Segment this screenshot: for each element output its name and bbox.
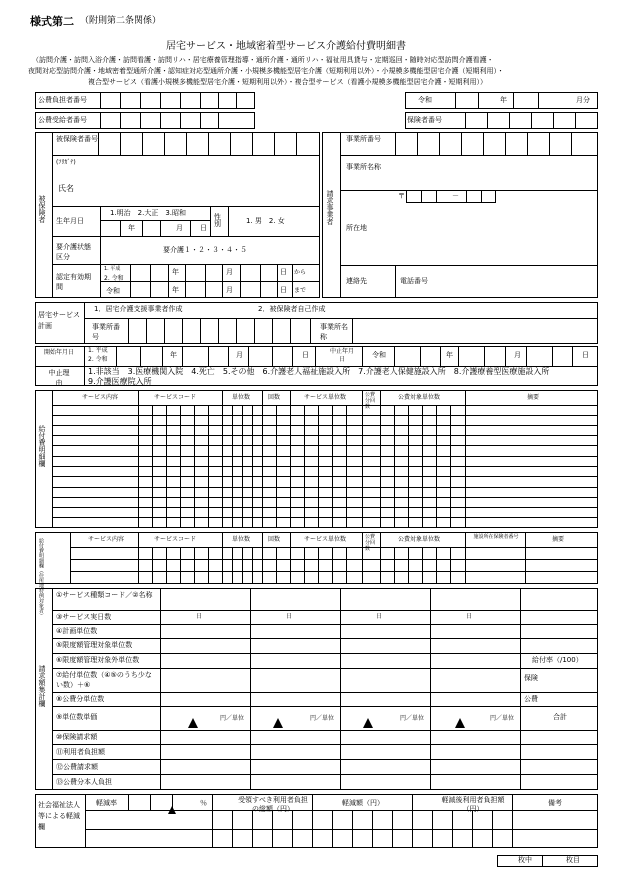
sheet-counter (497, 855, 598, 867)
valid-era-reiwa-to: 令和 (106, 287, 120, 295)
benefit-rate-label: 給付率（/100） (532, 656, 583, 664)
start-day-unit: 日 (302, 351, 309, 359)
birth-month-unit: 月 (176, 224, 183, 232)
billing-day-2: 日 (286, 613, 293, 620)
billing-row-6: ⑥限度額管理対象外単位数 (56, 656, 140, 664)
phone-label: 電話番号 (400, 277, 428, 285)
plan-office-name-label: 事業所名称 (320, 323, 348, 341)
detail2-col-public-units: 公費対象単位数 (398, 536, 441, 543)
start-date-label: 開始年月日 (44, 349, 75, 356)
office-section-label: 請求事業者 (326, 190, 334, 225)
billing-row-8: ⑧公費分単位数 (56, 695, 105, 703)
sex-label: 性別 (214, 213, 221, 228)
billing-day-4: 日 (466, 613, 473, 620)
valid-to-month-unit: 月 (226, 286, 233, 294)
sex-options: 1. 男 2. 女 (246, 217, 285, 225)
detail-col-content: サービス内容 (82, 394, 119, 401)
kana-label: (ﾌﾘｶﾞﾅ) (56, 159, 76, 166)
stop-reasons: 1.非該当 3.医療機関入院 4.死亡 5.その他 6.介護老人福祉施設入所 7.介護老人保健施設入所 8.介護療養型医療施設入所 (88, 367, 550, 376)
stop-month-unit: 月 (514, 351, 521, 359)
billing-day-3: 日 (376, 613, 383, 620)
reduction-section (35, 794, 598, 848)
start-year-unit: 年 (170, 351, 177, 359)
unit-price-marker-1 (188, 718, 198, 728)
unit-price-3: 円／単位 (400, 715, 425, 722)
valid-to-day-unit: 日 (280, 286, 287, 294)
detail-col-service-units: サービス単位数 (304, 394, 347, 401)
valid-era-heisei: 1. 平成 (104, 266, 121, 272)
stop-year-unit: 年 (446, 351, 453, 359)
billing-row-9: ⑨単位数単価 (56, 713, 98, 721)
insured-section-label: 被保険者 (38, 195, 46, 223)
billing-row-13: ⑬公費分本人負担 (56, 778, 112, 786)
valid-era-reiwa: 2. 令和 (104, 275, 124, 282)
billing-row-1: ①サービス種類コード／②名称 (56, 591, 153, 599)
birth-eras: 1.明治 2.大正 3.昭和 (110, 209, 187, 217)
detail-table-label: 給付費明細欄 (38, 425, 46, 467)
reduction-col-amount: 軽減額（円） (342, 799, 384, 807)
unit-price-1: 円／単位 (220, 715, 245, 722)
detail-col-public-count: 公費分回数 (365, 392, 376, 410)
address-label: 所在地 (346, 224, 367, 232)
detail2-col-content: サービス内容 (88, 536, 125, 543)
form-number: 様式第二 (30, 15, 74, 28)
contact-label: 連絡先 (346, 277, 367, 285)
office-section (322, 132, 598, 298)
detail-col-units: 単位数 (232, 394, 251, 401)
stop-reason-9: 9.介護医療院入所 (88, 377, 152, 386)
form-title: 居宅サービス・地域密着型サービス介護給付費明細書 (166, 41, 406, 52)
reduction-percent: ％ (200, 799, 207, 807)
billing-row-5: ⑤限度額管理対象単位数 (56, 641, 133, 649)
benefit-rate-insurance: 保険 (524, 674, 538, 682)
billing-year: 年 (500, 96, 507, 104)
subtitle-line-1: （訪問介護・訪問入浴介護・訪問看護・訪問リハ・居宅療養管理指導・通所介護・通所リハ・福祉用具貸与・定期巡回・随時対応型訪問介護看護・ (32, 56, 494, 64)
care-plan-option-2: 2．被保険者自己作成 (258, 305, 326, 313)
postal-mark: 〒 (398, 192, 405, 200)
valid-period-label: 認定有効期間 (56, 273, 91, 291)
stop-era: 令和 (372, 351, 386, 359)
start-month-unit: 月 (236, 351, 243, 359)
detail2-col-public-count: 公費分回数 (365, 534, 376, 552)
reduction-col-after: 軽減後利用者負担額（円） (441, 796, 505, 813)
name-label: 氏名 (58, 184, 74, 193)
detail-col-public-units: 公費対象単位数 (398, 394, 441, 401)
billing-row-11: ⑪利用者負担額 (56, 748, 105, 756)
valid-from-label: から (294, 269, 307, 276)
billing-row-3: ③サービス実日数 (56, 613, 112, 621)
billing-row-7: ⑦給付単位数（④⑤のうち少ない数）＋⑥ (56, 671, 152, 689)
care-plan-label: 居宅サービス計画 (38, 311, 80, 330)
care-status-label: 要介護状態区分 (56, 243, 91, 261)
billing-row-4: ④計画単位数 (56, 627, 98, 635)
billing-row-10: ⑩保険請求額 (56, 733, 98, 741)
care-plan-option-1: 1．居宅介護支援事業者作成 (94, 305, 183, 313)
billing-month: 月分 (576, 96, 590, 104)
valid-from-year-unit: 年 (172, 268, 179, 276)
stop-day-unit: 日 (582, 351, 589, 359)
form-note: （附則第二条関係） (80, 16, 162, 26)
unit-price-2: 円／単位 (310, 715, 335, 722)
detail2-col-insurer-no: 施設所在保険者番号 (473, 534, 519, 540)
detail-special-label: 給付費明細欄（住所地特例対象者） (38, 538, 44, 618)
birth-year-unit: 年 (128, 224, 135, 232)
recipient-number-label: 公費受給者番号 (38, 116, 87, 124)
postal-dash: － (452, 192, 459, 200)
unit-price-4: 円／単位 (490, 715, 515, 722)
valid-to-label: まで (294, 287, 307, 294)
insurer-number-label: 保険者番号 (407, 116, 442, 124)
unit-price-marker-3 (363, 718, 373, 728)
detail-col-count: 回数 (268, 394, 281, 401)
unit-price-marker-2 (273, 718, 283, 728)
insured-number-label: 被保険者番号 (56, 135, 98, 143)
detail2-col-count: 回数 (268, 536, 281, 543)
reduction-rate-label: 軽減率 (96, 799, 117, 807)
detail2-col-service-units: サービス単位数 (304, 536, 347, 543)
detail2-col-code: サービスコード (154, 536, 197, 543)
sheet-total-label: 枚中 (518, 856, 532, 864)
detail-col-remarks: 摘要 (527, 394, 540, 401)
billing-era: 令和 (418, 96, 432, 104)
unit-price-marker-4 (455, 718, 465, 728)
subtitle-line-2: 夜間対応型訪問介護・地域密着型通所介護・認知症対応型通所介護・小規模多機能型居宅介護（短期利用以外）・小規模多機能型居宅介護（短期利用）・ (28, 67, 504, 75)
start-era-reiwa: 2. 令和 (88, 356, 108, 363)
birthdate-label: 生年月日 (56, 217, 84, 225)
reduction-col-total: 受領すべき利用者負担の総額（円） (238, 796, 308, 813)
billing-total-label: 合計 (553, 713, 567, 721)
detail2-col-units: 単位数 (232, 536, 251, 543)
detail-col-code: サービスコード (154, 394, 197, 401)
billing-row-12: ⑫公費請求額 (56, 763, 98, 771)
office-number-label: 事業所番号 (346, 135, 381, 143)
payer-number-label: 公費負担者番号 (38, 96, 87, 104)
postal-code-box (406, 191, 496, 203)
valid-to-year-unit: 年 (172, 286, 179, 294)
stop-date-label: 中止年月日 (329, 348, 354, 363)
valid-from-month-unit: 月 (226, 268, 233, 276)
reduction-label: 社会福祉法人等による軽減欄 (38, 801, 80, 831)
office-name-label: 事業所名称 (346, 163, 381, 171)
billing-summary-label: 請求額集計欄 (38, 665, 46, 707)
birth-day-unit: 日 (200, 224, 207, 232)
plan-office-number-label: 事業所番号 (92, 323, 120, 341)
sheet-number-label: 枚目 (566, 856, 580, 864)
care-levels: 要介護１・２・３・４・５ (163, 246, 247, 254)
detail2-col-remarks: 摘要 (552, 536, 565, 543)
valid-from-day-unit: 日 (280, 268, 287, 276)
stop-reason-label: 中止理由 (48, 369, 70, 387)
reduction-col-remarks: 備考 (548, 799, 562, 807)
subtitle-line-3: 複合型サービス（看護小規模多機能型居宅介護・短期利用以外）・複合型サービス（看護小規模多機能型居宅介護・短期利用）） (88, 78, 487, 86)
start-era-heisei: 1. 平成 (88, 347, 108, 354)
benefit-rate-public: 公費 (524, 695, 538, 703)
billing-day-1: 日 (196, 613, 203, 620)
